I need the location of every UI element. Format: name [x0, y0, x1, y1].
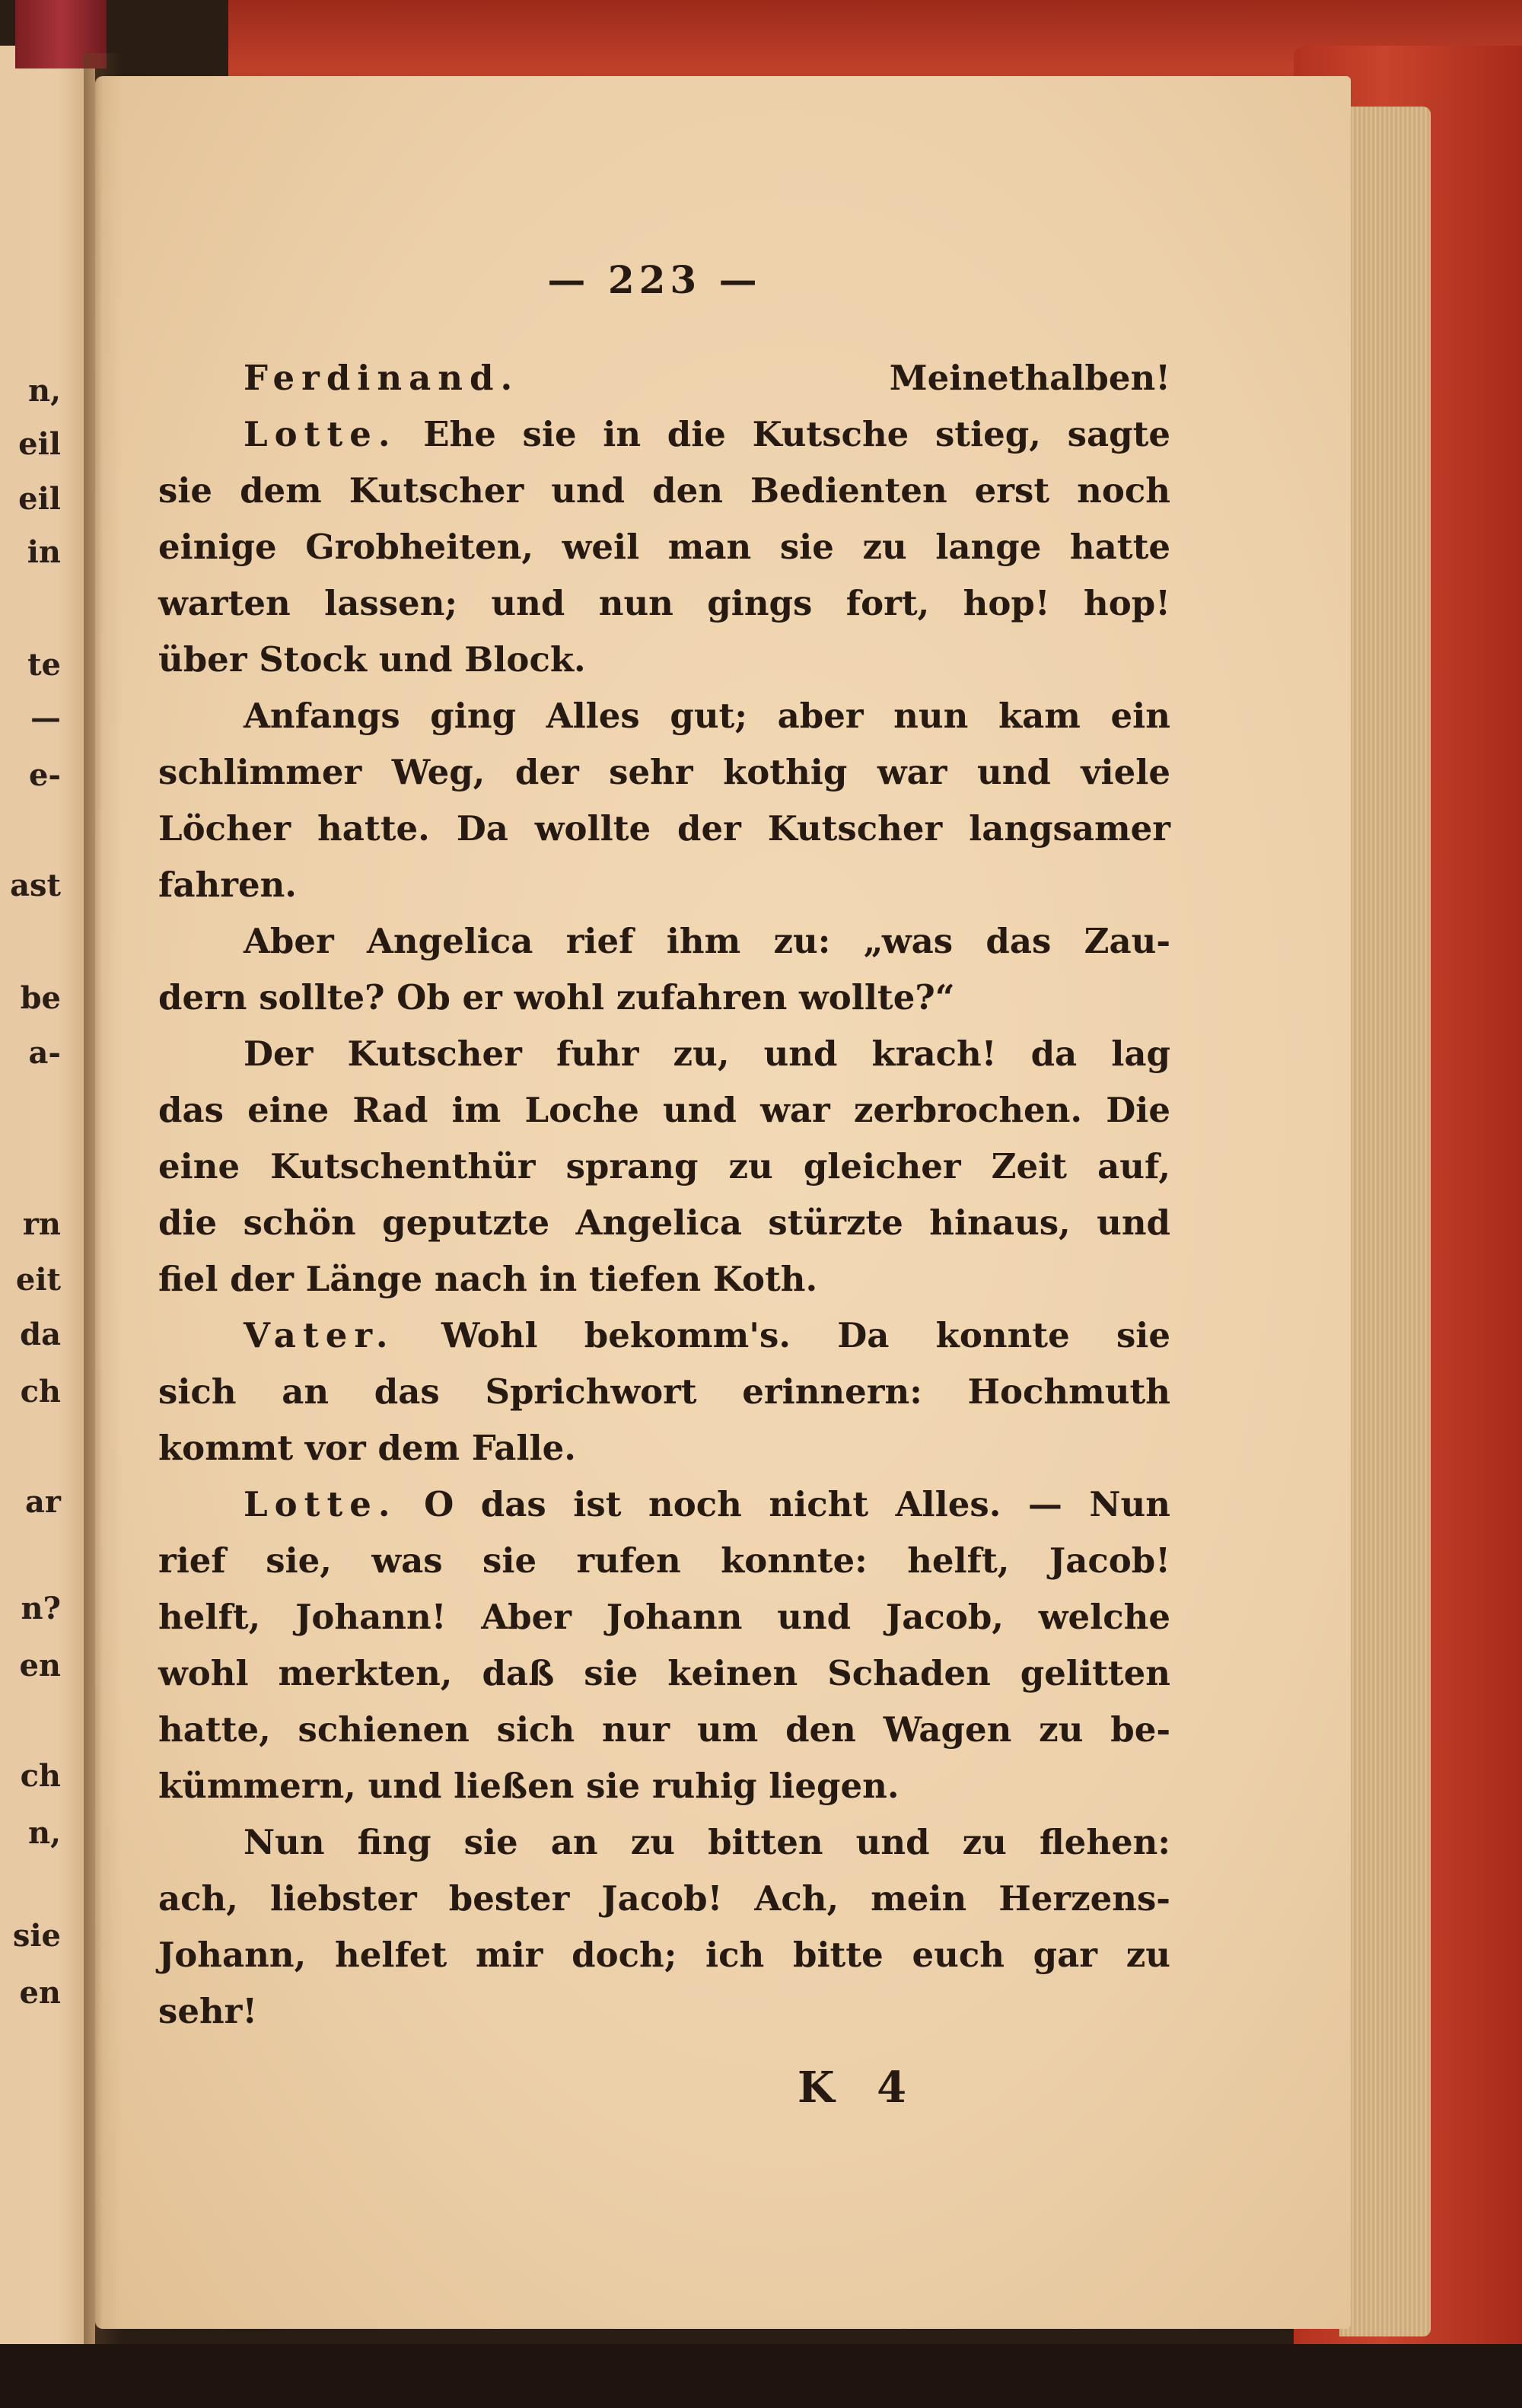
left-fragment: —: [30, 700, 61, 736]
left-fragment: ar: [25, 1484, 61, 1520]
left-fragment: eil: [18, 481, 61, 517]
text-line: die schön geputzte Angelica stürzte hinaus, und: [158, 1202, 1170, 1243]
left-fragment: rn: [22, 1206, 61, 1242]
left-fragment: e-: [28, 757, 61, 793]
text-line: helft, Johann! Aber Johann und Jacob, welche: [158, 1597, 1170, 1637]
text-line: schlimmer Weg, der sehr kothig war und viele: [158, 752, 1170, 792]
text-line: das eine Rad im Loche und war zerbrochen. Die: [158, 1090, 1170, 1130]
left-fragment: n?: [21, 1591, 61, 1626]
page-edges: [1339, 107, 1431, 2336]
left-fragment: en: [19, 1975, 61, 2011]
line-text: Meinethalben!: [889, 358, 1170, 398]
left-fragment: sie: [12, 1918, 61, 1954]
text-line: kümmern, und ließen sie ruhig liegen.: [158, 1766, 900, 1806]
left-fragment: eit: [15, 1262, 61, 1298]
left-fragment: n,: [27, 373, 61, 409]
signature-mark: K 4: [798, 2062, 921, 2113]
text-line: sich an das Sprichwort erinnern: Hochmuth: [158, 1371, 1170, 1412]
text-line: Löcher hatte. Da wollte der Kutscher langsamer: [158, 808, 1170, 849]
text-line: fiel der Länge nach in tiefen Koth.: [158, 1259, 818, 1299]
left-fragment: be: [20, 980, 61, 1016]
speaker-name: Ferdinand.: [244, 358, 520, 398]
text-line: hatte, schienen sich nur um den Wagen zu be-: [158, 1709, 1170, 1750]
left-fragment: en: [19, 1648, 61, 1683]
left-fragment: a-: [28, 1035, 61, 1071]
left-fragment: ast: [10, 868, 61, 903]
page-header: — 223 —: [547, 257, 762, 302]
text-line: einige Grobheiten, weil man sie zu lange hatte: [158, 527, 1170, 567]
text-line: Johann, helfet mir doch; ich bitte euch gar zu: [158, 1935, 1170, 1975]
left-fragment: ch: [20, 1374, 61, 1409]
left-fragment: da: [20, 1317, 61, 1352]
text-line: sehr!: [158, 1991, 258, 2031]
text-line: Der Kutscher fuhr zu, und krach! da lag: [244, 1034, 1170, 1074]
text-line: Aber Angelica rief ihm zu: „was das Zau-: [244, 921, 1170, 961]
left-fragment: eil: [18, 426, 61, 462]
left-fragment: ch: [20, 1758, 61, 1794]
speaker-name: Lotte.: [244, 414, 397, 454]
text-line: Nun fing sie an zu bitten und zu flehen:: [244, 1822, 1170, 1862]
bottom-shadow: [0, 2344, 1522, 2408]
speaker-name: Lotte.: [244, 1484, 397, 1524]
text-line: ach, liebster bester Jacob! Ach, mein Herzens-: [158, 1878, 1170, 1919]
text-line: Anfangs ging Alles gut; aber nun kam ein: [244, 696, 1170, 736]
left-fragment: te: [27, 647, 61, 683]
text-line: [244, 1478, 1170, 1531]
line-text: Ehe sie in die Kutsche stieg, sagte: [423, 414, 1170, 454]
gutter-shadow: [84, 53, 122, 2344]
left-fragment: in: [27, 534, 61, 570]
text-line: rief sie, was sie rufen konnte: helft, Jacob!: [158, 1540, 1170, 1581]
text-line: kommt vor dem Falle.: [158, 1428, 576, 1468]
text-line: warten lassen; und nun gings fort, hop! hop!: [158, 583, 1170, 623]
left-fragment: n,: [27, 1815, 61, 1851]
text-line: [244, 408, 1170, 461]
text-line: über Stock und Block.: [158, 639, 586, 680]
text-line: [244, 352, 1170, 405]
text-line: [244, 1309, 1170, 1362]
line-text: Wohl bekomm's. Da konnte sie: [441, 1315, 1170, 1355]
text-line: wohl merkten, daß sie keinen Schaden gelitten: [158, 1653, 1170, 1693]
text-line: eine Kutschenthür sprang zu gleicher Zeit auf,: [158, 1146, 1170, 1186]
speaker-name: Vater.: [244, 1315, 395, 1355]
text-line: sie dem Kutscher und den Bedienten erst noch: [158, 470, 1170, 511]
text-line: dern sollte? Ob er wohl zufahren wollte?“: [158, 977, 955, 1018]
line-text: O das ist noch nicht Alles. — Nun: [424, 1484, 1170, 1524]
facing-page: [0, 46, 95, 2344]
text-line: fahren.: [158, 865, 297, 905]
